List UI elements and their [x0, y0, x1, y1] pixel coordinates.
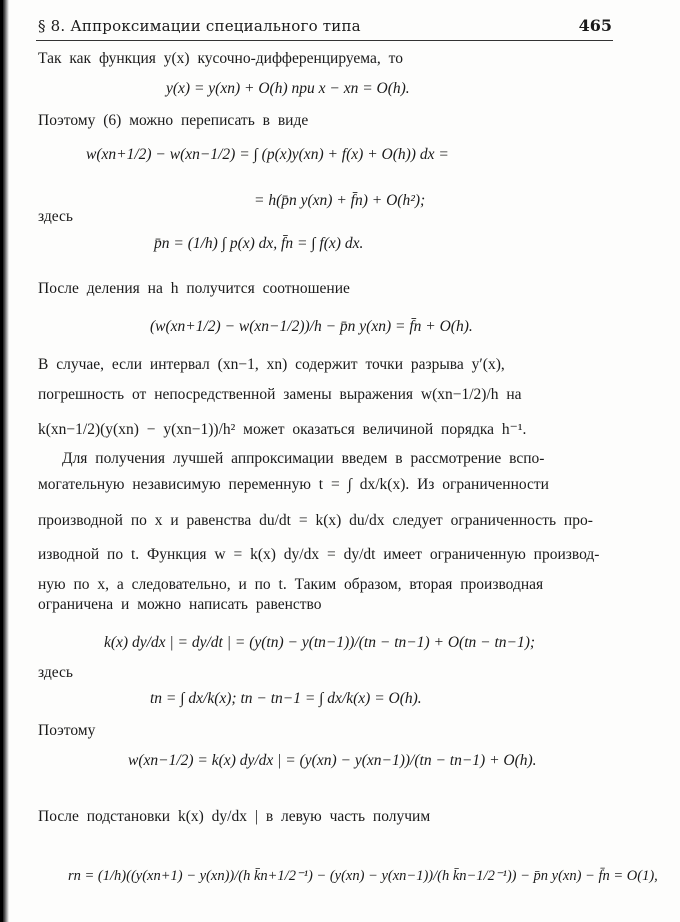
page-number: 465 — [578, 16, 612, 35]
paragraph-2: Поэтому (6) можно переписать в виде — [38, 112, 309, 129]
equation-2a: w(xn+1/2) − w(xn−1/2) = ∫ (p(x)y(xn) + f(x) + O(h)) dx = — [86, 146, 449, 163]
equation-5: k(x) dy/dx | = dy/dt | = (y(tn) − y(tn−1))/(tn − tn−1) + O(tn − tn−1); — [104, 634, 536, 651]
book-spine-edge — [0, 0, 3, 922]
paragraph-1: Так как функция y(x) кусочно-дифференцируема, то — [38, 50, 403, 67]
paragraph-5-line-1: В случае, если интервал (xn−1, xn) содержит точки разрыва y′(x), — [38, 356, 505, 373]
paragraph-7: здесь — [38, 664, 73, 681]
paragraph-6-line-1: Для получения лучшей аппроксимации введем в рассмотрение вспо- — [62, 450, 545, 467]
equation-1: y(x) = y(xn) + O(h) при x − xn = O(h). — [166, 80, 410, 97]
paragraph-6-line-3: производной по x и равенства du/dt = k(x) du/dx следует ограниченность про- — [38, 512, 593, 529]
equation-4: (w(xn+1/2) − w(xn−1/2))/h − p̄n y(xn) = f̄n + O(h). — [150, 318, 473, 335]
paragraph-5-line-2: погрешность от непосредственной замены выражения w(xn−1/2)/h на — [38, 386, 522, 403]
paragraph-3: здесь — [38, 208, 73, 225]
paragraph-4: После деления на h получится соотношение — [38, 280, 350, 297]
paragraph-6-line-4: изводной по t. Функция w = k(x) dy/dx = dy/dt имеет ограниченную производ- — [38, 546, 600, 563]
section-title: § 8. Аппроксимации специального типа — [38, 17, 361, 35]
equation-7: w(xn−1/2) = k(x) dy/dx | = (y(xn) − y(xn−1))/(tn − tn−1) + O(h). — [128, 752, 537, 769]
equation-6: tn = ∫ dx/k(x); tn − tn−1 = ∫ dx/k(x) = O(h). — [150, 690, 422, 707]
equation-8: rn = (1/h)((y(xn+1) − y(xn))/(h k̄n+1/2⁻¹) − (y(xn) − y(xn−1))/(h k̄n−1/2⁻¹)) − p̄n y(xn) − f̄n = O(1), — [68, 868, 658, 884]
paragraph-8: Поэтому — [38, 722, 96, 739]
equation-3: p̄n = (1/h) ∫ p(x) dx, f̄n = ∫ f(x) dx. — [154, 235, 364, 252]
equation-2b: = h(p̄n y(xn) + f̄n) + O(h²); — [254, 192, 426, 209]
paragraph-6-line-2: могательную независимую переменную t = ∫ dx/k(x). Из ограниченности — [38, 476, 549, 493]
paragraph-6-line-5: ную по x, а следовательно, и по t. Таким образом, вторая производная — [38, 576, 544, 593]
paragraph-9: После подстановки k(x) dy/dx | в левую часть получим — [38, 808, 431, 825]
page-header — [38, 17, 612, 39]
paragraph-6-line-6: ограничена и можно написать равенство — [38, 596, 322, 613]
paragraph-5-line-3: k(xn−1/2)(y(xn) − y(xn−1))/h² может оказаться величиной порядка h⁻¹. — [38, 421, 527, 438]
header-rule — [36, 40, 613, 41]
